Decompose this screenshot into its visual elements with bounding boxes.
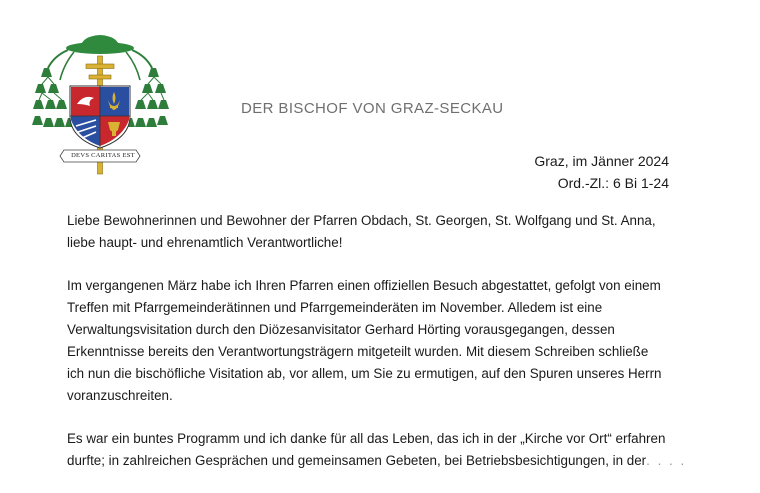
text-line: Es war ein buntes Programm und ich danke für all das Leben, das ich in der „Kirche vor Ort“ erfahren [67, 431, 666, 446]
text-line: Treffen mit Pfarrgemeinderätinnen und Pfarrgemeinderäten im November. Alledem ist eine [67, 300, 603, 315]
salutation [67, 210, 707, 254]
text-line: Erkenntnisse bereits den Verantwortungsträgern mitgeteilt wurden. Mit diesem Schreiben schließe [67, 344, 649, 359]
place-date: Graz, im Jänner 2024 [534, 153, 669, 169]
tassels-left [32, 68, 76, 127]
letter-meta [534, 150, 669, 194]
tassels-right [124, 68, 169, 127]
paragraph-1 [67, 275, 707, 407]
text-line [67, 450, 707, 472]
motto-text: DEVS CARITAS EST [71, 152, 135, 159]
salutation-line: liebe haupt- und ehrenamtlich Verantwortliche! [67, 235, 343, 250]
hat-crown [80, 35, 120, 48]
reference-number: Ord.-Zl.: 6 Bi 1-24 [557, 175, 669, 191]
paragraph-2 [67, 428, 707, 472]
salutation-line: Liebe Bewohnerinnen und Bewohner der Pfarren Obdach, St. Georgen, St. Wolfgang und St. Anna, [67, 213, 656, 228]
text-line-content: durfte; in zahlreichen Gesprächen und gemeinsamen Gebeten, bei Betriebsbesichtigungen, in der [67, 453, 647, 468]
text-line: Verwaltungsvisitation durch den Diözesanvisitator Gerhard Hörting vorausgegangen, dessen [67, 322, 615, 337]
letterhead-title: DER BISCHOF VON GRAZ-SECKAU [241, 100, 504, 117]
text-line: voranzuschreiten. [67, 388, 173, 403]
text-line: ich nun die bischöfliche Visitation ab, vor allem, um Sie zu ermutigen, auf den Spuren unseres Herrn [67, 366, 662, 381]
text-line: Im vergangenen März habe ich Ihren Pfarren einen offiziellen Besuch abgestattet, gefolgt von einem [67, 278, 661, 293]
truncation-dots: . . . . [646, 453, 687, 468]
letter-body [67, 210, 707, 493]
shield [70, 86, 130, 148]
